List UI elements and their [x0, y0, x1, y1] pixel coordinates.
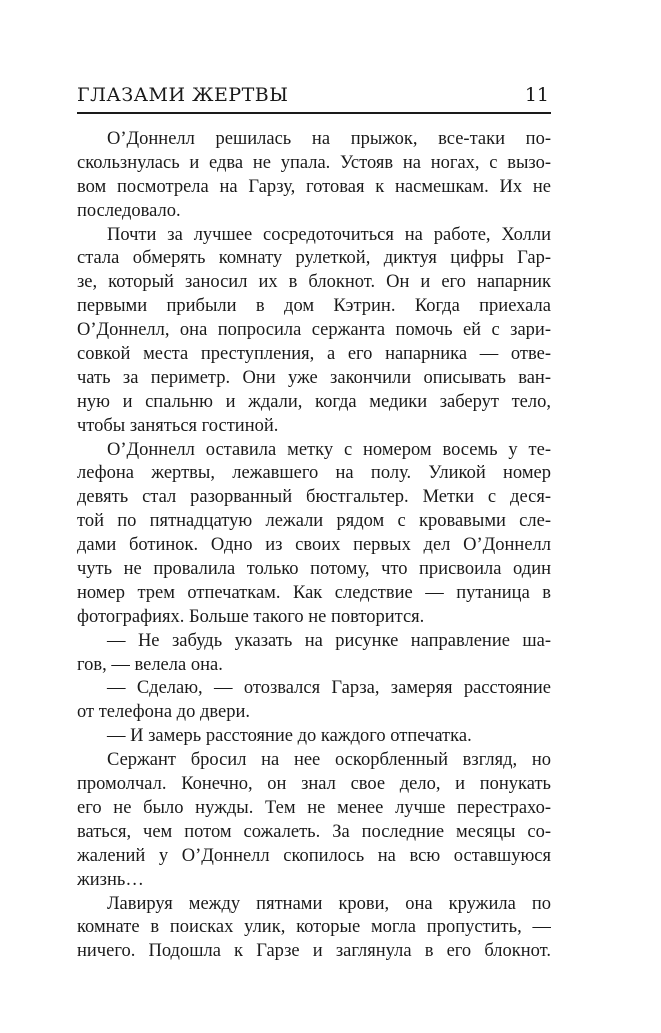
text-line: ную и спальню и ждали, когда медики заберут тело,	[77, 391, 551, 412]
text-line: номер трем отпечаткам. Как следствие — путаница в	[77, 582, 551, 603]
text-line: фотографиях. Больше такого не повторится.	[77, 606, 425, 627]
text-line: лефона жертвы, лежавшего на полу. Уликой номер	[77, 463, 551, 484]
text-line: Сержант бросил на нее оскорбленный взгляд, но	[107, 750, 551, 771]
text-line: чуть не провалила только потому, что присвоила один	[77, 559, 551, 580]
text-line: гов, — велела она.	[77, 654, 223, 675]
text-line: чтобы заняться гостиной.	[77, 415, 279, 436]
text-line: жизнь…	[77, 869, 144, 890]
text-line: дами ботинок. Одно из своих первых дел О’Доннелл	[77, 535, 551, 556]
text-line: жалений у О’Доннелл скопилось на всю оставшуюся	[77, 845, 551, 866]
running-title: ГЛАЗАМИ ЖЕРТВЫ	[77, 84, 289, 106]
text-line: О’Доннелл оставила метку с номером восемь у те-	[107, 439, 551, 460]
text-line: той по пятнадцатую лежали рядом с кровавыми сле-	[77, 511, 551, 532]
text-line: Лавируя между пятнами крови, она кружила по	[107, 893, 551, 914]
text-line: ваться, чем потом сожалеть. За последние месяцы со-	[77, 821, 551, 842]
text-line: чать за периметр. Они уже закончили описывать ван-	[77, 367, 551, 388]
text-line: О’Доннелл решилась на прыжок, все-таки по-	[107, 129, 551, 149]
text-line: — Сделаю, — отозвался Гарза, замеряя расстояние	[107, 678, 551, 699]
text-line: комнате в поисках улик, которые могла пропустить, —	[77, 917, 551, 938]
text-line: первыми прибыли в дом Кэтрин. Когда приехала	[77, 296, 551, 317]
text-line: последовало.	[77, 200, 181, 221]
text-line: О’Доннелл, она попросила сержанта помочь ей с зари-	[77, 320, 551, 341]
text-line: — И замерь расстояние до каждого отпечатка.	[107, 726, 472, 747]
text-line: ничего. Подошла к Гарзе и заглянула в его блокнот.	[77, 941, 551, 962]
text-line: Почти за лучшее сосредоточиться на работе, Холли	[107, 224, 551, 245]
text-line: — Не забудь указать на рисунке направление ша-	[107, 630, 551, 651]
text-line: совкой места преступления, а его напарника — отве-	[77, 344, 551, 365]
text-line: от телефона до двери.	[77, 702, 250, 723]
text-line: стала обмерять комнату рулеткой, диктуя цифры Гар-	[77, 248, 551, 269]
text-line: зе, который заносил их в блокнот. Он и его напарник	[77, 272, 551, 293]
text-line: его не было нужды. Тем не менее лучше перестрахо-	[77, 797, 551, 818]
page-number: 11	[524, 84, 549, 106]
text-line: промолчал. Конечно, он знал свое дело, и понукать	[77, 774, 551, 795]
text-line: скользнулась и едва не упала. Устояв на ногах, с вызо-	[77, 152, 551, 173]
page-header	[77, 82, 551, 114]
text-line: девять стал разорванный бюстгальтер. Метки с деся-	[77, 487, 551, 508]
body-text	[77, 128, 551, 964]
text-line: вом посмотрела на Гарзу, готовая к насмешкам. Их не	[77, 176, 551, 197]
